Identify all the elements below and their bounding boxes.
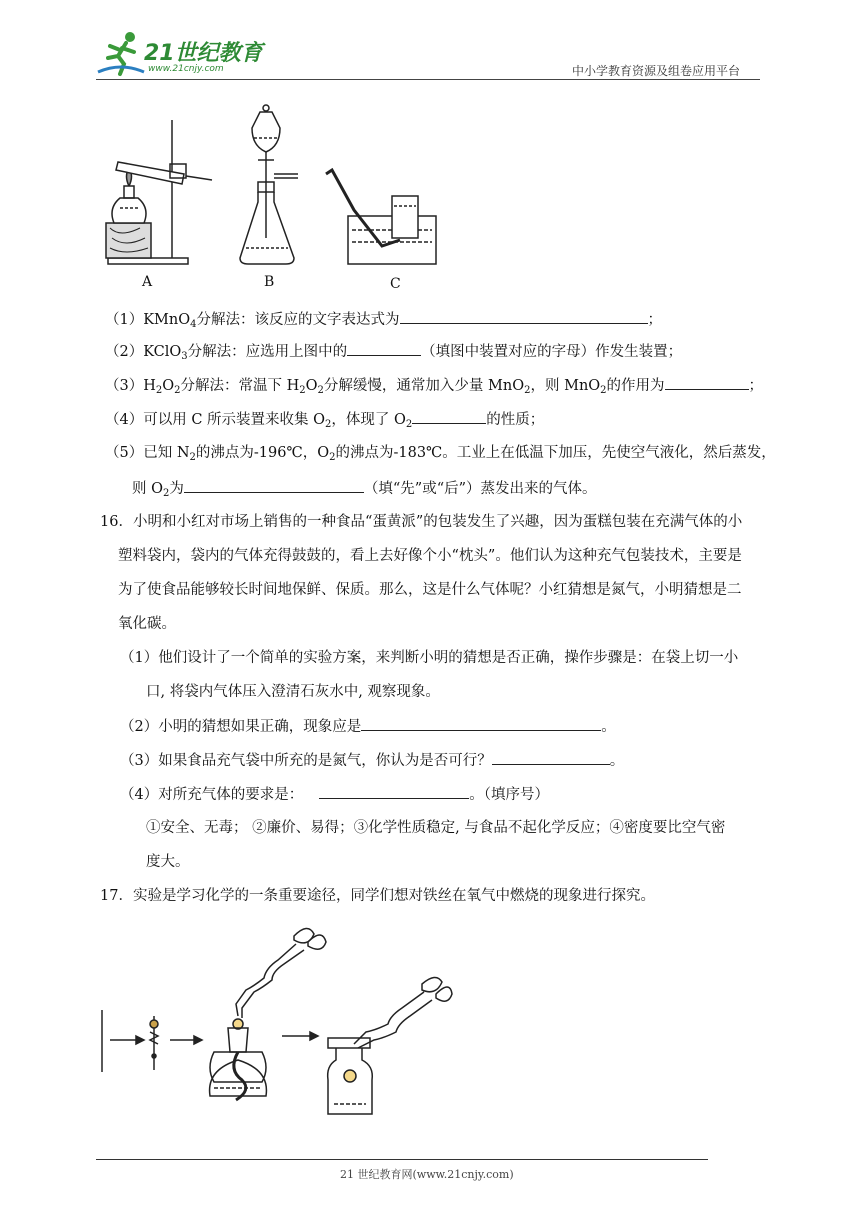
q15-part5-cont: 则 $O_2$为 （填“先”或“后”）蒸发出来的气体。: [132, 478, 597, 499]
q16-sub4: （4）对所充气体的要求是： 。（填序号）: [120, 784, 549, 805]
q16-line4: 氧化碳。: [118, 616, 176, 632]
logo-url: www.21cnjy.com: [148, 64, 224, 74]
apparatus-c: [326, 170, 436, 264]
q16-sub1a: （1）他们设计了一个简单的实验方案，来判断小明的猜想是否正确，操作步骤是：在袋上切一小: [120, 650, 739, 666]
q16-sub1b: 口, 将袋内气体压入澄清石灰水中, 观察现象。: [146, 684, 440, 700]
q17-line1: 17．实验是学习化学的一条重要途径，同学们想对铁丝在氧气中燃烧的现象进行探究。: [100, 888, 655, 904]
header-rule: [96, 79, 760, 80]
q16-sub3: （3）如果食品充气袋中所充的是氮气，你认为是否可行？ 。: [120, 750, 624, 771]
answer-blank[interactable]: [400, 309, 648, 324]
q16-options-a: ①安全、无毒； ②廉价、易得；③化学性质稳定, 与食品不起化学反应；④密度要比空气密: [146, 820, 726, 836]
iron-wire-figure: [96, 920, 456, 1128]
answer-blank[interactable]: [665, 375, 749, 390]
q16-line1: 16．小明和小红对市场上销售的一种食品“蛋黄派”的包装发生了兴趣，因为蛋糕包装在充满气体的小: [100, 514, 743, 530]
answer-blank[interactable]: [184, 478, 364, 493]
q16-line2: 塑料袋内，袋内的气体充得鼓鼓的，看上去好像个小“枕头”。他们认为这种充气包装技术，主要是: [118, 548, 742, 564]
q15-part4: （4）可以用 C 所示装置来收集 $O_2$，体现了 $O_2$ 的性质；: [105, 409, 544, 430]
label-c: C: [390, 276, 401, 292]
q15-part3: $(3)H_2O_2$分解法：常温下 $H_2O_2$分解缓慢，通常加入少量 MnO$_2$，则 MnO$_2$的作用为 ；: [105, 375, 763, 396]
q16-line3: 为了使食品能够较长时间地保鲜、保质。那么，这是什么气体呢？小红猜想是氮气，小明猜想是二: [118, 582, 742, 598]
footer-rule: [96, 1159, 708, 1160]
answer-blank[interactable]: [361, 716, 601, 731]
q15-part5: （5）已知 $N_2$的沸点为-196℃，$O_2$的沸点为-183℃。工业上在低温下加压，先使空气液化，然后蒸发，: [105, 445, 776, 463]
q15-part2: （2）KClO$_3$分解法：应选用上图中的 （填图中装置对应的字母）作发生装置；: [105, 341, 682, 362]
q15-part1: （1）KMnO$_4$分解法：该反应的文字表达式为 ；: [105, 309, 662, 330]
footer-text: 21 世纪教育网(www.21cnjy.com): [340, 1168, 514, 1181]
runner-logo-icon: [96, 28, 146, 78]
answer-blank[interactable]: [319, 784, 469, 799]
apparatus-b: [240, 105, 298, 264]
apparatus-a: [106, 120, 212, 264]
apparatus-figure: [100, 98, 460, 298]
q16-options-b: 度大。: [146, 854, 190, 870]
answer-blank[interactable]: [347, 341, 421, 356]
answer-blank[interactable]: [412, 409, 486, 424]
header-logo: [96, 28, 266, 80]
header-platform-text: 中小学教育资源及组卷应用平台: [572, 64, 741, 78]
logo-text: 21世纪教育: [144, 41, 263, 66]
label-b: B: [264, 274, 275, 290]
q16-sub2: （2）小明的猜想如果正确，现象应是 。: [120, 716, 616, 737]
label-a: A: [142, 274, 153, 290]
answer-blank[interactable]: [492, 750, 610, 765]
